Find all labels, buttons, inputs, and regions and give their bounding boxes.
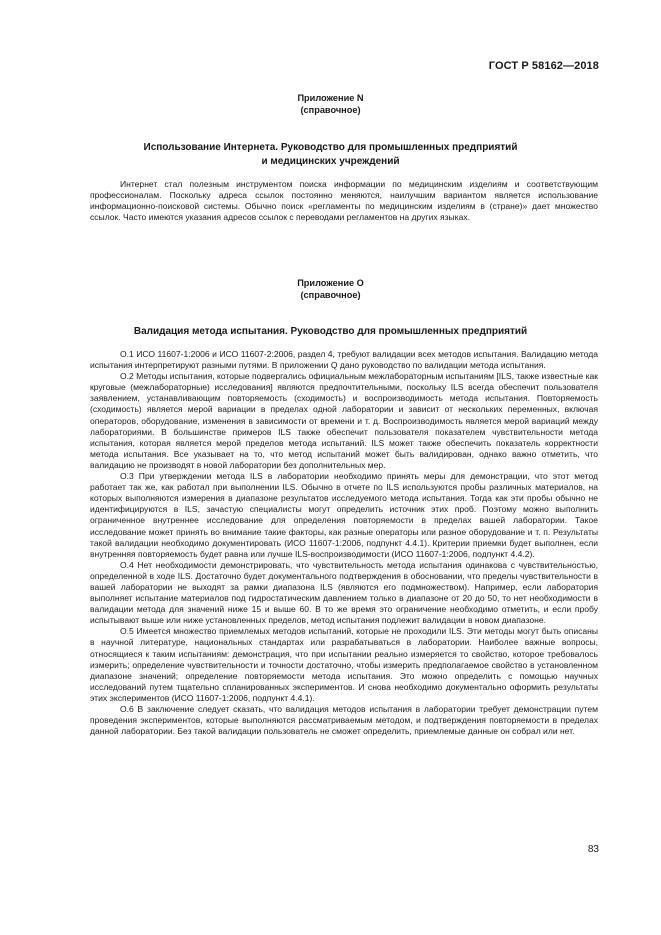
paragraph-o4: О.4 Нет необходимости демонстрировать, что чувствительность метода испытания одинакова с чувствительностью, определенной в ходе ILS. Достаточно будет документального подтверждения в обосновании, что пределы чувствительности в вашей лаборатории не выходят за рамки диапазона ILS (являются его подмножеством). Например, если лаборатория выполняет испытание материалов под гидростатическим давлением только в диапазоне от 20 до 50, то нет необходимости в валидации метода для значений ниже 15 и выше 60. В то же время это ограничение необходимо отметить, и если пробу испытывают выше или ниже установленных пределов, метод испытания подлежит валидации в новом диапазоне. [90,559,598,626]
paragraph-o5: О.5 Имеется множество приемлемых методов испытаний, которые не проходили ILS. Эти методы могут быть описаны в научной литературе, национальных стандартах или разрабатываться в лаборатории. Наиболее важные вопросы, относящиеся к таким испытаниям: демонстрация, что при испытании реально измеряется то свойство, которое требовалось измерить; определение чувствительности и точности достаточно, чтобы измерить предполагаемое свойство в установленном диапазоне значений; определение повторяемости метода испытания. Это можно определить с помощью научных исследований путем тщательно спланированных экспериментов. И снова необходимо документально оформить результаты этих экспериментов (ИСО 11607-1:2006, подпункт 4.4.1). [90,626,598,703]
appendix-o-note: (справочное) [300,290,361,300]
page-number: 83 [587,844,599,855]
appendix-n-body [90,179,598,223]
paragraph-o3: О.3 При утверждении метода ILS в лаборатории необходимо принять меры для демонстрации, что этот метод работает так же, как работал при выполнении ILS. Обычно в отчете по ILS используются пробы различных материалов, на которых выполняются измерения в диапазоне результатов исследуемого метода испытания. Тогда как эти пробы обычно не идентифицируются в ILS, зачастую специалисты могут определить источник этих проб. Поэтому можно выполнить ограниченное внутреннее исследование для определения повторяемости в пределах вашей лаборатории. Такое исследование может принять во внимание такие факторы, как разные операторы или разное оборудование и т. п. Результаты такой валидации необходимо документировать (ИСО 11607-1:2006, подпункт 4.4.1). Критерии приемки будет выполнен, если внутренняя повторяемость будет равна или лучше ILS-воспроизводимости (ИСО 11607-1:2006, подпункт 4.4.2). [90,471,598,559]
appendix-n-heading-line1: Использование Интернета. Руководство для промышленных предприятий [143,142,518,153]
appendix-n-note: (справочное) [300,105,361,115]
appendix-n-heading [60,141,601,169]
standard-code: ГОСТ Р 58162—2018 [488,60,599,72]
appendix-n-paragraph: Интернет стал полезным инструментом поиска информации по медицинским изделиям и соответствующим профессионалам. Поскольку адреса ссылок постоянно меняются, наилучшим вариантом является использование информационно-поисковой системы. Обычно поиск «регламенты по медицинским изделиям в (стране)» дает множество ссылок. Часто имеются указания адресов ссылок с переводами регламентов на других языках. [90,179,598,223]
appendix-n-title: Приложение N [297,93,364,103]
paragraph-o1: О.1 ИСО 11607-1:2006 и ИСО 11607-2:2006, раздел 4, требуют валидации всех методов испытания. Валидацию метода испытания интерпретируют разными путями. В приложении Q дано руководство по валидации метода испытания. [90,349,598,371]
appendix-n-heading-line2: и медицинских учреждений [261,156,400,167]
paragraph-o2: О.2 Методы испытания, которые подвергались официальным межлабораторным испытаниям [ILS, также известные как круговые (межлабораторные) исследования] являются предпочтительными, поскольку ILS всегда обеспечит пользователя заявлением, устанавливающим повторяемость (сходимость) и воспроизводимость метода испытания. Повторяемость (сходимость) является мерой вариации в пределах одной лаборатории и зависит от нескольких переменных, включая операторов, оборудование, изменения в зависимости от времени и т. д. Воспроизводимость является мерой вариаций между лабораториями. В большинстве примеров ILS также обеспечит пользователя показателем чувствительности метода испытания, которая является мерой пределов метода испытаний. ILS может также обеспечить показатель корректности метода испытания. Все указывает на то, что метод испытаний может быть валидирован, однако важно отметить, что валидацию не производят в новой лаборатории без дополнительных мер. [90,371,598,470]
appendix-o-body [90,349,598,737]
appendix-n-header [0,92,661,116]
appendix-o-header [0,277,661,301]
appendix-o-title: Приложение O [297,278,364,288]
paragraph-o6: О.6 В заключение следует сказать, что валидация методов испытания в лаборатории требует демонстрации путем проведения экспериментов, которые выполняются рассматриваемым методом, и подтверждения повторяемости в пределах данной лаборатории. Без такой валидации пользователь не сможет определить, приемлемые данные он собрал или нет. [90,704,598,737]
appendix-o-heading: Валидация метода испытания. Руководство для промышленных предприятий [133,326,528,337]
